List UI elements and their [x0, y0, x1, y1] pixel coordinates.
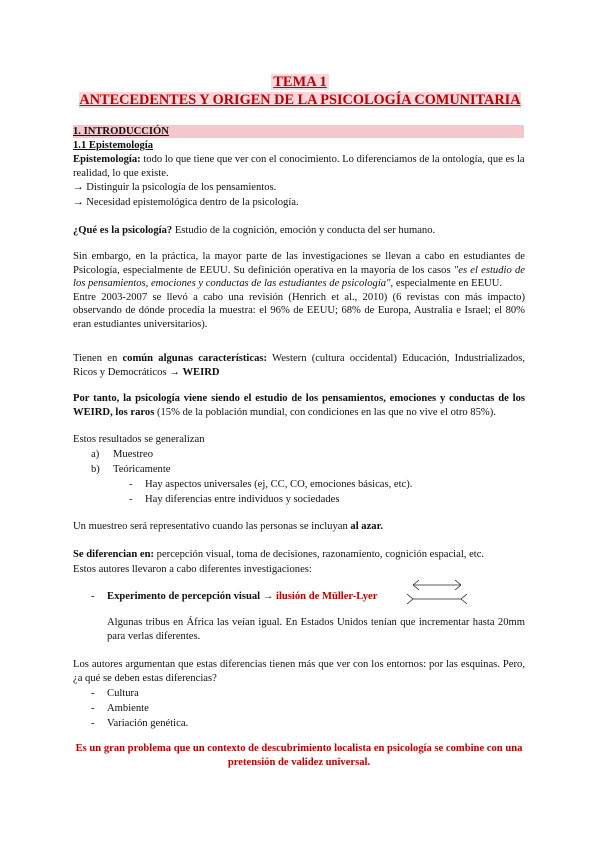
illusion-name: ilusión de Müller-Lyer [273, 591, 378, 602]
chapter-title: ANTECEDENTES Y ORIGEN DE LA PSICOLOGÍA COMUNITARIA [79, 92, 521, 108]
muller-lyer-illusion-figure [405, 578, 469, 611]
list-item-a: a) Muestreo [91, 449, 154, 460]
epistemologia-definition: Epistemología: todo lo que tiene que ver con el conocimiento. Lo diferenciamos de la ontología, que es la realidad, lo que existe. [73, 154, 525, 179]
muestreo-paragraph: Un muestreo será representativo cuando las personas se incluyan al azar. [73, 521, 383, 532]
epistemologia-term: Epistemología: [73, 154, 141, 165]
experimento-description: Algunas tribus en África las veían igual. En Estados Unidos tenían que incrementar hasta 20mm para verlas diferentes. [107, 617, 525, 642]
experimento-item: - Experimento de percepción visual → ilusión de Müller-Lyer [91, 591, 378, 602]
sin-embargo-paragraph: Sin embargo, en la práctica, la mayor parte de las investigaciones se llevan a cabo en estudiantes de Psicología, especialmente de EEUU. Su definición operativa en la mayoría de los casos "es el estudio de los pensamientos, emociones y conductas de las estudiantes de psicología", especialmente en EEUU. Entre 2003-2007 se llevó a cabo una revisión (Henrich et al., 2010) (6 revistas con más impacto) observando de dónde procedía la muestra: el 96% de EEUU; 68% de Europa, Australia e Israel; el 80% eran estudiantes universitarios). [73, 251, 525, 330]
epistemologia-bullet-2: → Necesidad epistemológica dentro de la psicología. [73, 197, 299, 208]
list-item-b: b) Teóricamente [91, 464, 171, 475]
diferencian-paragraph: Se diferencian en: percepción visual, toma de decisiones, razonamiento, cognición espacial, etc. [73, 549, 485, 560]
investigaciones-line: Estos autores llevaron a cabo diferentes investigaciones: [73, 564, 312, 575]
section-heading: 1. INTRODUCCIÓN [73, 125, 524, 138]
list-item: - Variación genética. [91, 718, 189, 729]
weird-acronym: WEIRD [182, 366, 220, 378]
autores-paragraph: Los autores argumentan que estas diferencias tienen más que ver con los entornos: por las esquinas. Pero, ¿a qué se deben estas diferencias? [73, 659, 525, 684]
subsection-heading: 1.1 Epistemología [73, 140, 154, 151]
conclusion-text: Es un gran problema que un contexto de descubrimiento localista en psicología se combine con una pretensión de validez universal. [75, 743, 523, 768]
generalizan-intro: Estos resultados se generalizan [73, 434, 205, 445]
list-item: - Cultura [91, 688, 139, 699]
que-es-psicologia: ¿Qué es la psicología? Estudio de la cognición, emoción y conducta del ser humano. [73, 225, 436, 236]
que-es-question: ¿Qué es la psicología? [73, 225, 173, 236]
definition-quote: "es el estudio de los pensamientos, emociones y conductas de las estudiantes de psicología" [73, 264, 525, 290]
revision-text: Entre 2003-2007 se llevó a cabo una revisión (Henrich et al., 2010) (6 revistas con más impacto) observando de dónde procedía la muestra: el 96% de EEUU; 68% de Europa, Australia e Israel; el 80% eran estudiantes universitarios). [73, 291, 525, 330]
epistemologia-bullet-1: → Distinguir la psicología de los pensamientos. [73, 182, 277, 193]
weird-paragraph: Tienen en común algunas características: Western (cultura occidental) Educación, Industrializados, Ricos y Democráticos → WEIRD [73, 353, 525, 378]
sublist-item-1: - Hay aspectos universales (ej, CC, CO, emociones básicas, etc). [129, 479, 413, 490]
sublist-item-2: - Hay diferencias entre individuos y sociedades [129, 494, 340, 505]
por-tanto-paragraph: Por tanto, la psicología viene siendo el estudio de los pensamientos, emociones y conductas de los WEIRD, los raros (15% de la población mundial, con condiciones en las que no vive el otro 85%). [73, 393, 525, 418]
tema-title: TEMA 1 [273, 74, 327, 90]
list-item: - Ambiente [91, 703, 149, 714]
